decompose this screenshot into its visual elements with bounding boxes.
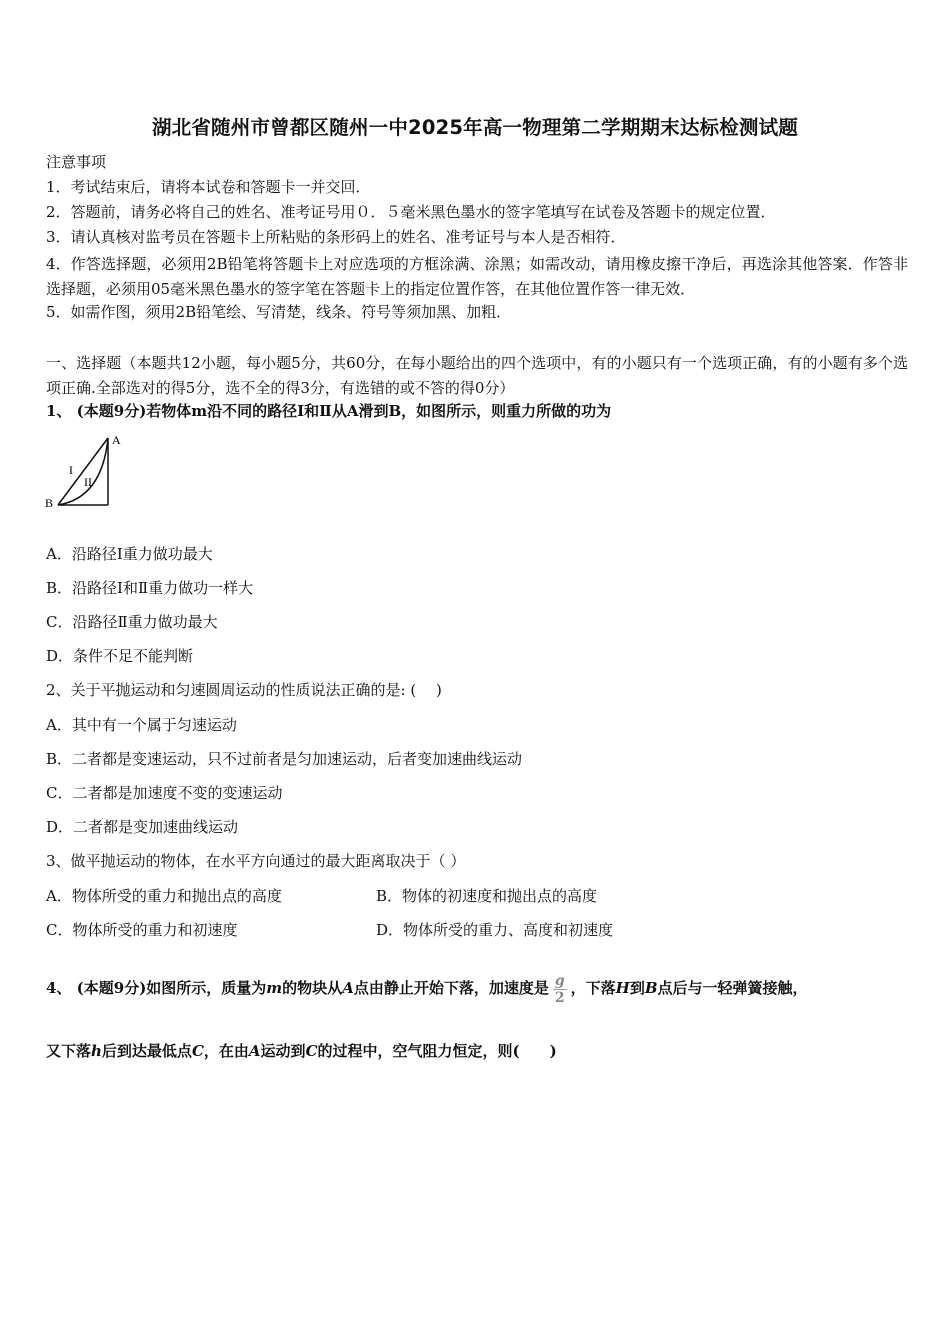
q4-line2-text-c: ，在由: [203, 1042, 249, 1060]
q4-var-a2: A: [248, 1042, 261, 1060]
figure-label-b: B: [45, 496, 54, 510]
page-title: 湖北省随州市曾都区随州一中2025年高一物理第二学期期末达标检测试题: [151, 116, 799, 139]
q4-frac-num: g: [554, 972, 565, 989]
notice-item-4: 4．作答选择题，必须用2B铅笔将答题卡上对应选项的方框涂满、涂黑；如需改动，请用橡皮擦干净后，再选涂其他答案．作答非选择题，必须用05毫米黑色墨水的签字笔在答题卡上的指定位置作答，在其他位置作答一律无效．: [46, 255, 908, 298]
q3-option-d: D．物体所受的重力、高度和初速度: [376, 921, 614, 939]
q4-line2-text-e: 的过程中，空气阻力恒定，则( ): [317, 1042, 557, 1060]
q2-stem: 2、关于平抛运动和匀速圆周运动的性质说法正确的是: ( ): [46, 681, 442, 699]
q4-prefix: 4、 (本题9分)如图所示，质量为: [46, 979, 267, 997]
q2-option-b: B．二者都是变速运动，只不过前者是匀加速运动，后者变加速曲线运动: [46, 750, 523, 768]
q4-fraction: [553, 973, 567, 1006]
q4-var-c2: C: [305, 1042, 318, 1060]
q3-stem: 3、做平抛运动的物体，在水平方向通过的最大距离取决于（ ）: [46, 852, 466, 870]
section-heading: 一、选择题（本题共12小题，每小题5分，共60分，在每小题给出的四个选项中，有的小题只有一个选项正确，有的小题有多个选项正确.全部选对的得5分，选不全的得3分，有选错的或不答的得0分）: [46, 354, 908, 397]
figure-label-path-1: I: [69, 463, 73, 477]
q3-option-b: B．物体的初速度和抛出点的高度: [376, 887, 598, 905]
q4-var-H: H: [615, 979, 630, 997]
q4-text-2: 点由静止开始下落，加速度是: [353, 979, 549, 997]
q4-text-3: ，下落: [570, 979, 616, 997]
notice-heading: 注意事项: [46, 153, 107, 171]
q4-line2-text-d: 运动到: [260, 1042, 306, 1060]
q4-var-m: m: [266, 979, 283, 997]
q4-line2-text-a: 又下落: [46, 1042, 92, 1060]
q2-option-a: A．其中有一个属于匀速运动: [46, 716, 237, 734]
q4-var-h: h: [91, 1042, 102, 1060]
q4-frac-den: 2: [554, 989, 565, 1006]
notice-item-5: 5．如需作图，须用2B铅笔绘、写清楚，线条、符号等须加黑、加粗．: [46, 303, 512, 321]
q2-option-c: C．二者都是加速度不变的变速运动: [46, 784, 283, 802]
q3-option-a: A．物体所受的重力和抛出点的高度: [46, 887, 282, 905]
q4-text-1: 的物块从: [282, 979, 343, 997]
figure-label-a: A: [112, 433, 121, 447]
notice-item-2: 2．答题前，请务必将自己的姓名、准考证号用０．５毫米黑色墨水的签字笔填写在试卷及答题卡的规定位置．: [46, 203, 776, 221]
q4-var-c: C: [191, 1042, 204, 1060]
notice-item-3: 3．请认真核对监考员在答题卡上所粘贴的条形码上的姓名、准考证号与本人是否相符．: [46, 228, 626, 246]
q4-line2-text-b: 后到达最低点: [101, 1042, 192, 1060]
q1-option-d: D．条件不足不能判断: [46, 647, 194, 665]
q1-option-c: C．沿路径Ⅱ重力做功最大: [46, 613, 218, 631]
q1-stem: 1、 (本题9分)若物体m沿不同的路径Ⅰ和Ⅱ从A滑到B，如图所示，则重力所做的功为: [46, 402, 612, 420]
q2-option-d: D．二者都是变加速曲线运动: [46, 818, 239, 836]
q4-text-4: 到: [629, 979, 645, 997]
q3-option-c: C．物体所受的重力和初速度: [46, 921, 238, 939]
q4-stem-line-2: [46, 1041, 557, 1061]
q4-text-5: 点后与一轻弹簧接触，: [657, 979, 808, 997]
figure-label-path-2: II: [84, 475, 92, 489]
q4-var-a: A: [342, 979, 354, 997]
q1-figure: [44, 428, 130, 514]
q4-var-b: B: [644, 979, 658, 997]
q4-stem-line-1: [46, 968, 808, 1008]
q1-option-b: B．沿路径Ⅰ和Ⅱ重力做功一样大: [46, 579, 254, 597]
q1-option-a: A．沿路径Ⅰ重力做功最大: [46, 545, 213, 563]
notice-item-1: 1．考试结束后，请将本试卷和答题卡一并交回．: [46, 178, 371, 196]
